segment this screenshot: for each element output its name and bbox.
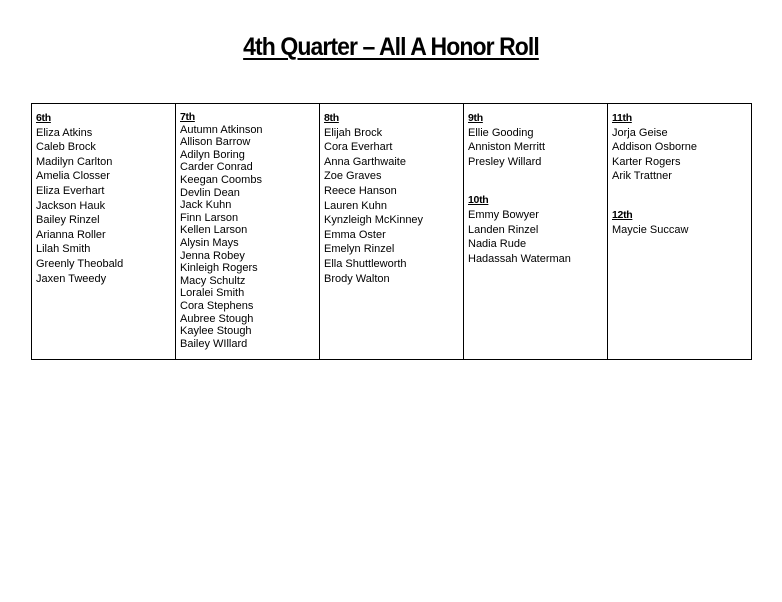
student-name: Presley Willard bbox=[468, 155, 542, 168]
student-name: Eliza Everhart bbox=[36, 184, 105, 197]
student-name: Adilyn Boring bbox=[180, 148, 245, 161]
grade-8-heading: 8th bbox=[324, 112, 339, 124]
grade-11-12-column bbox=[608, 104, 752, 360]
student-name: Kellen Larson bbox=[180, 224, 248, 237]
grade-6-list bbox=[36, 126, 171, 287]
grade-10-list bbox=[468, 208, 603, 266]
student-name: Jorja Geise bbox=[612, 126, 668, 139]
student-name: Maycie Succaw bbox=[612, 223, 689, 236]
student-name: Carder Conrad bbox=[180, 161, 253, 174]
student-name: Amelia Closser bbox=[36, 170, 110, 183]
student-name: Emelyn Rinzel bbox=[324, 243, 395, 256]
student-name: Landen Rinzel bbox=[468, 223, 539, 236]
grade-6-heading: 6th bbox=[36, 112, 51, 124]
student-name: Madilyn Carlton bbox=[36, 155, 113, 168]
grade-9-list bbox=[468, 126, 603, 170]
student-name: Kynzleigh McKinney bbox=[324, 214, 424, 227]
student-name: Nadia Rude bbox=[468, 238, 527, 251]
student-name: Lauren Kuhn bbox=[324, 199, 387, 212]
student-name: Bailey Rinzel bbox=[36, 214, 100, 227]
student-name: Kinleigh Rogers bbox=[180, 262, 258, 275]
student-name: Eliza Atkins bbox=[36, 126, 93, 139]
grade-7-heading: 7th bbox=[180, 111, 195, 123]
grade-9-heading: 9th bbox=[468, 112, 483, 124]
grade-6-column bbox=[32, 104, 176, 360]
student-name: Cora Stephens bbox=[180, 299, 254, 312]
student-name: Greenly Theobald bbox=[36, 257, 124, 270]
student-name: Lilah Smith bbox=[36, 243, 91, 256]
student-name: Elijah Brock bbox=[324, 126, 383, 139]
grade-12-heading: 12th bbox=[612, 208, 633, 221]
student-name: Jenna Robey bbox=[180, 249, 245, 262]
grade-8-list bbox=[324, 126, 459, 287]
honor-roll-table bbox=[31, 103, 752, 360]
grade-12-list bbox=[612, 223, 747, 238]
student-name: Zoe Graves bbox=[324, 170, 382, 183]
student-name: Arik Trattner bbox=[612, 170, 672, 183]
student-name: Loralei Smith bbox=[180, 287, 245, 300]
student-name: Karter Rogers bbox=[612, 155, 681, 168]
student-name: Devlin Dean bbox=[180, 186, 240, 199]
page-title: 4th Quarter – All A Honor Roll bbox=[243, 33, 539, 61]
grade-9-10-column bbox=[464, 104, 608, 360]
section-spacer bbox=[612, 184, 747, 208]
grade-8-column bbox=[320, 104, 464, 360]
student-name: Ellie Gooding bbox=[468, 126, 534, 139]
student-name: Jackson Hauk bbox=[36, 199, 106, 212]
student-name: Arianna Roller bbox=[36, 228, 106, 241]
student-name: Emma Oster bbox=[324, 228, 386, 241]
student-name: Anniston Merritt bbox=[468, 141, 546, 154]
student-name: Reece Hanson bbox=[324, 184, 397, 197]
section-spacer bbox=[468, 169, 603, 193]
student-name: Finn Larson bbox=[180, 211, 239, 224]
student-name: Jack Kuhn bbox=[180, 199, 232, 212]
student-name: Emmy Bowyer bbox=[468, 208, 539, 221]
student-name: Caleb Brock bbox=[36, 141, 96, 154]
grade-10-heading: 10th bbox=[468, 194, 489, 207]
student-name: Brody Walton bbox=[324, 272, 390, 285]
student-name: Kaylee Stough bbox=[180, 325, 252, 338]
student-name: Ella Shuttleworth bbox=[324, 257, 407, 270]
student-name: Addison Osborne bbox=[612, 141, 697, 154]
student-name: Jaxen Tweedy bbox=[36, 272, 107, 285]
grade-11-heading: 11th bbox=[612, 112, 632, 124]
honor-roll-row bbox=[32, 104, 752, 360]
grade-7-list bbox=[180, 124, 315, 351]
student-name: Alysin Mays bbox=[180, 236, 239, 249]
student-name: Hadassah Waterman bbox=[468, 252, 571, 265]
grade-11-list bbox=[612, 126, 747, 184]
grade-7-column bbox=[176, 104, 320, 360]
student-name: Aubree Stough bbox=[180, 312, 254, 325]
student-name: Keegan Coombs bbox=[180, 173, 262, 186]
student-name: Allison Barrow bbox=[180, 136, 251, 149]
student-name: Anna Garthwaite bbox=[324, 155, 406, 168]
student-name: Macy Schultz bbox=[180, 274, 246, 287]
student-name: Autumn Atkinson bbox=[180, 123, 263, 136]
student-name: Bailey WIllard bbox=[180, 337, 248, 350]
student-name: Cora Everhart bbox=[324, 141, 393, 154]
